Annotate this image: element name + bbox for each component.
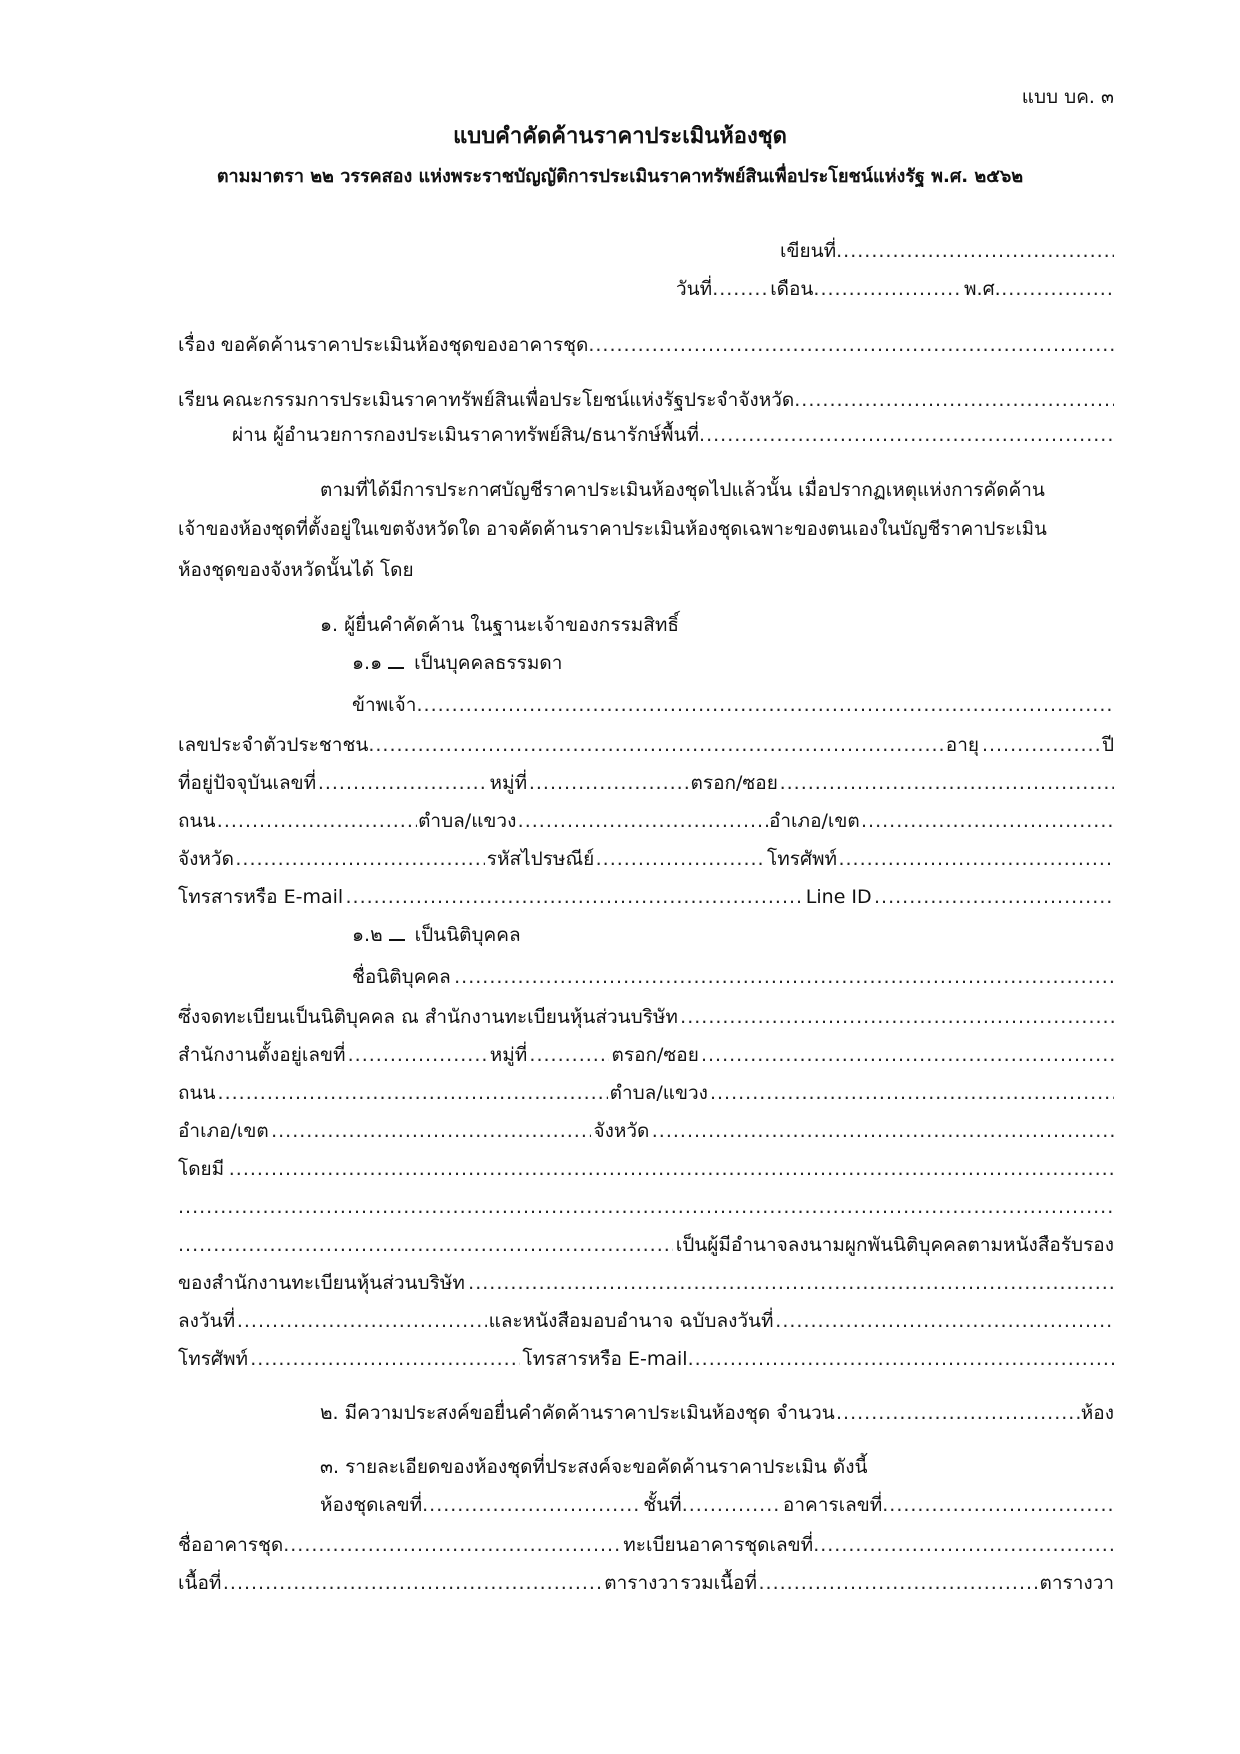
month-blank[interactable] — [813, 272, 963, 306]
registered-label: ซึ่งจดทะเบียนเป็นนิติบุคคล ณ สำนักงานทะเบียนหุ้นส่วนบริษัท — [178, 1006, 678, 1028]
condo-reg-label: ทะเบียนอาคารชุดเลขที่ — [623, 1534, 814, 1556]
road-label: ถนน — [178, 810, 216, 832]
province-label: จังหวัด — [178, 848, 234, 870]
dated-blank[interactable] — [237, 1304, 487, 1338]
room-unit: ห้อง — [1080, 1402, 1114, 1424]
unit-no-blank[interactable] — [422, 1488, 642, 1522]
dated-label: ลงวันที่ — [178, 1310, 236, 1332]
age-blank[interactable] — [982, 728, 1102, 762]
province-blank[interactable] — [235, 842, 485, 876]
by-line[interactable] — [178, 1152, 1114, 1186]
condo-reg-blank[interactable] — [813, 1528, 1114, 1562]
juristic-soi-label: ตรอก/ซอย — [611, 1044, 699, 1066]
id-age-line[interactable] — [178, 728, 1114, 762]
area-blank[interactable] — [223, 1566, 603, 1600]
juristic-district-blank[interactable] — [271, 1114, 591, 1148]
to-label: เรียน — [178, 389, 219, 411]
moo-label: หมู่ที่ — [489, 772, 528, 794]
juristic-checkbox[interactable] — [389, 925, 405, 941]
intro-line-3: ห้องชุดของจังหวัดนั้นได้ โดย — [178, 559, 414, 581]
phone-blank[interactable] — [838, 842, 1114, 876]
registered-line[interactable] — [178, 1000, 1114, 1034]
address-no-label: ที่อยู่ปัจจุบันเลขที่ — [178, 772, 317, 794]
floor-blank[interactable] — [682, 1488, 782, 1522]
juristic-road-blank[interactable] — [218, 1076, 608, 1110]
line-id-blank[interactable] — [874, 880, 1114, 914]
to-line[interactable] — [178, 383, 1114, 417]
condo-name-blank[interactable] — [283, 1528, 623, 1562]
juristic-label: เป็นนิติบุคคล — [414, 924, 521, 946]
via-text: ผ่าน ผู้อำนวยการกองประเมินราคาทรัพย์สิน/ธนารักษ์พื้นที่ — [232, 424, 700, 446]
province-line[interactable] — [178, 842, 1114, 876]
form-subtitle: ตามมาตรา ๒๒ วรรคสอง แห่งพระราชบัญญัติการประเมินราคาทรัพย์สินเพื่อประโยชน์แห่งรัฐ พ.ศ. ๒๕๖๒ — [216, 166, 1024, 187]
name-blank[interactable] — [416, 688, 1114, 722]
dated-line[interactable] — [178, 1304, 1114, 1338]
unit-no-label: ห้องชุดเลขที่ — [320, 1494, 423, 1516]
month-label: เดือน — [770, 278, 814, 300]
by-line-2[interactable] — [178, 1190, 1114, 1224]
power-attorney-blank[interactable] — [775, 1304, 1114, 1338]
juristic-name-blank[interactable] — [454, 960, 1114, 994]
signatory-blank[interactable] — [178, 1228, 673, 1262]
date-field[interactable] — [676, 272, 1114, 306]
postcode-blank[interactable] — [596, 842, 766, 876]
condo-line[interactable] — [178, 1528, 1114, 1562]
to-blank[interactable] — [794, 383, 1114, 417]
postcode-label: รหัสไปรษณีย์ — [486, 848, 595, 870]
unit-line[interactable] — [320, 1488, 1114, 1522]
form-code: แบบ บค. ๓ — [1021, 86, 1114, 108]
name-label: ข้าพเจ้า — [352, 694, 417, 716]
id-card-label: เลขประจำตัวประชาชน — [178, 734, 369, 756]
area-label: เนื้อที่ — [178, 1572, 222, 1594]
by-blank-2[interactable] — [178, 1190, 1114, 1224]
juristic-subdistrict-label: ตำบล/แขวง — [609, 1082, 708, 1104]
line-id-label: Line ID — [805, 886, 872, 908]
section3-heading: ๓. รายละเอียดของห้องชุดที่ประสงค์จะขอคัดค้านราคาประเมิน ดังนี้ — [320, 1456, 868, 1478]
via-blank[interactable] — [699, 418, 1114, 452]
juristic-district-line[interactable] — [178, 1114, 1114, 1148]
address-no-blank[interactable] — [318, 766, 488, 800]
sq-wa-label-2: ตารางวา — [1039, 1572, 1114, 1594]
juristic-contact-line[interactable] — [178, 1342, 1114, 1376]
juristic-fax-email-blank[interactable] — [688, 1342, 1114, 1376]
contact-line[interactable] — [178, 880, 1114, 914]
written-at-field[interactable] — [780, 234, 1114, 268]
juristic-subdistrict-blank[interactable] — [710, 1076, 1114, 1110]
subject-label: เรื่อง — [178, 334, 216, 356]
subdistrict-label: ตำบล/แขวง — [418, 810, 517, 832]
juristic-phone-blank[interactable] — [250, 1342, 520, 1376]
by-blank-1[interactable] — [229, 1152, 1114, 1186]
subdistrict-blank[interactable] — [518, 804, 768, 838]
individual-checkbox[interactable] — [388, 653, 404, 669]
intro-line-2: เจ้าของห้องชุดที่ตั้งอยู่ในเขตจังหวัดใด อาจคัดค้านราคาประเมินห้องชุดเฉพาะของตนเองในบัญชีราคาประเมิน — [178, 519, 1047, 540]
juristic-road-label: ถนน — [178, 1082, 216, 1104]
district-label: อำเภอ/เขต — [768, 810, 860, 832]
juristic-number: ๑.๒ — [352, 924, 383, 946]
floor-label: ชั้นที่ — [643, 1494, 682, 1516]
office-no-blank[interactable] — [348, 1038, 488, 1072]
juristic-road-line[interactable] — [178, 1076, 1114, 1110]
district-blank[interactable] — [861, 804, 1114, 838]
juristic-moo-blank[interactable] — [529, 1038, 609, 1072]
by-label: โดยมี — [178, 1158, 225, 1180]
year-blank[interactable] — [1001, 272, 1114, 306]
individual-name-field[interactable] — [352, 688, 1114, 722]
subject-blank[interactable] — [588, 328, 1114, 362]
subject-text: ขอคัดค้านราคาประเมินห้องชุดของอาคารชุด — [220, 334, 589, 356]
soi-label: ตรอก/ซอย — [690, 772, 778, 794]
power-attorney-label: และหนังสือมอบอำนาจ ฉบับลงวันที่ — [488, 1310, 774, 1332]
juristic-option[interactable] — [352, 918, 852, 952]
building-no-blank[interactable] — [882, 1488, 1114, 1522]
registered-blank[interactable] — [680, 1000, 1114, 1034]
juristic-district-label: อำเภอ/เขต — [178, 1120, 269, 1142]
juristic-fax-email-label: โทรสารหรือ E-mail — [522, 1348, 688, 1370]
area-line[interactable] — [178, 1566, 1114, 1600]
day-blank[interactable] — [712, 272, 770, 306]
phone-label: โทรศัพท์ — [767, 848, 838, 870]
moo-blank[interactable] — [529, 766, 689, 800]
juristic-name-label: ชื่อนิติบุคคล — [352, 966, 451, 988]
written-at-blank[interactable] — [836, 234, 1114, 268]
juristic-province-blank[interactable] — [652, 1114, 1114, 1148]
juristic-moo-label: หมู่ที่ — [489, 1044, 528, 1066]
room-count-blank[interactable] — [836, 1396, 1080, 1430]
to-text: คณะกรรมการประเมินราคาทรัพย์สินเพื่อประโยชน์แห่งรัฐประจำจังหวัด — [222, 389, 795, 411]
registrar-line[interactable] — [178, 1266, 1114, 1300]
road-line[interactable] — [178, 804, 1114, 838]
total-area-blank[interactable] — [759, 1566, 1039, 1600]
subject-line[interactable] — [178, 328, 1114, 362]
total-area-label: รวมเนื้อที่ — [680, 1572, 758, 1594]
signatory-line[interactable] — [178, 1228, 1114, 1262]
juristic-soi-blank[interactable] — [701, 1038, 1114, 1072]
intro-line-1: ตามที่ได้มีการประกาศบัญชีราคาประเมินห้องชุดไปแล้วนั้น เมื่อปรากฏเหตุแห่งการคัดค้าน — [320, 479, 1045, 501]
year-label: พ.ศ. — [964, 278, 1001, 300]
via-line[interactable] — [232, 418, 1114, 452]
fax-email-blank[interactable] — [346, 880, 804, 914]
individual-label: เป็นบุคคลธรรมดา — [414, 652, 563, 674]
soi-blank[interactable] — [780, 766, 1114, 800]
sq-wa-label: ตารางวา — [604, 1572, 679, 1594]
individual-number: ๑.๑ — [352, 652, 383, 674]
road-blank[interactable] — [217, 804, 417, 838]
section2-text: ๒. มีความประสงค์ขอยื่นคำคัดค้านราคาประเมินห้องชุด จำนวน — [320, 1402, 835, 1424]
section1-heading: ๑. ผู้ยื่นคำคัดค้าน ในฐานะเจ้าของกรรมสิทธิ์ — [320, 614, 679, 636]
juristic-phone-label: โทรศัพท์ — [178, 1348, 249, 1370]
registrar-label: ของสำนักงานทะเบียนหุ้นส่วนบริษัท — [178, 1272, 465, 1294]
signatory-label: เป็นผู้มีอำนาจลงนามผูกพันนิติบุคคลตามหนังสือรับรอง — [675, 1234, 1114, 1256]
juristic-name-field[interactable] — [352, 960, 1114, 994]
form-title: แบบคำคัดค้านราคาประเมินห้องชุด — [453, 124, 787, 149]
building-no-label: อาคารเลขที่ — [782, 1494, 883, 1516]
section2-line[interactable] — [320, 1396, 1114, 1430]
condo-name-label: ชื่ออาคารชุด — [178, 1534, 284, 1556]
age-label: อายุ — [945, 734, 979, 756]
id-card-blank[interactable] — [368, 728, 943, 762]
registrar-blank[interactable] — [468, 1266, 1114, 1300]
fax-email-label: โทรสารหรือ E-mail — [178, 886, 344, 908]
address-line[interactable] — [178, 766, 1114, 800]
office-no-label: สำนักงานตั้งอยู่เลขที่ — [178, 1044, 346, 1066]
individual-option[interactable] — [352, 646, 852, 680]
office-line[interactable] — [178, 1038, 1114, 1072]
age-unit: ปี — [1101, 734, 1114, 756]
juristic-province-label: จังหวัด — [593, 1120, 650, 1142]
written-at-label: เขียนที่ — [780, 240, 837, 262]
day-label: วันที่ — [676, 278, 713, 300]
